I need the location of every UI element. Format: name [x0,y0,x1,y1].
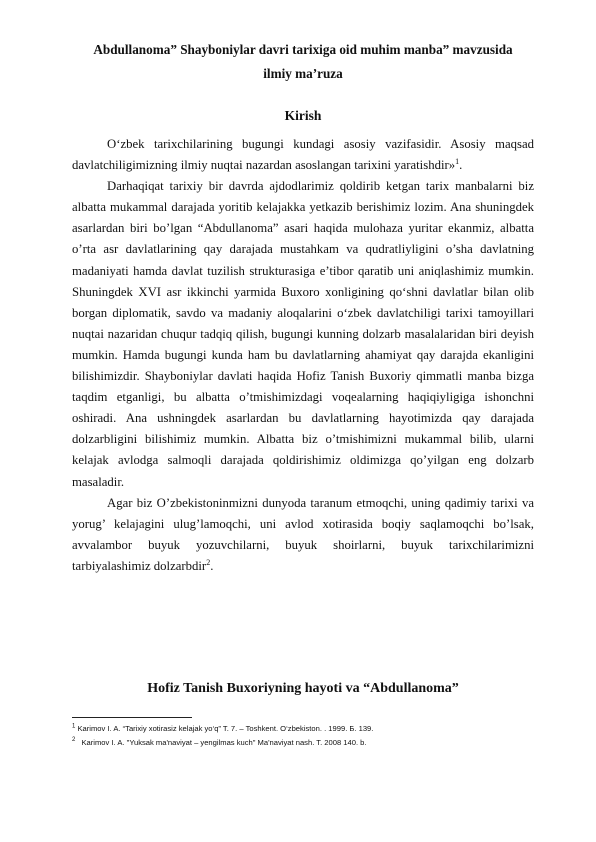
paragraph-1: O‘zbek tarixchilarining bugungi kundagi asosiy vazifasidir. Asosiy maqsad davlatchiligimizning ilmiy nuqtai nazardan asoslangan tarixini yaratishdir»$^1$. [72,137,534,173]
title-line-2: ilmiy ma’ruza [263,66,343,81]
section-heading-kirish: Kirish [284,108,322,123]
title-line-1: Abdullanoma” Shayboniylar davri tarixiga oid muhim manba” mavzusida [93,42,513,57]
footnote-ref-1[interactable]: 1 [455,156,460,166]
body-text [72,134,534,577]
document-title [72,38,534,86]
footnote-divider [72,717,192,718]
footnote-2: $^2$ Karimov I. A. "Yuksak ma'naviyat – yengilmas kuch" Ma'naviyat nash. T. 2008 140. b. [72,737,367,747]
paragraph-2: Darhaqiqat tarixiy bir davrda ajdodlarimiz qoldirib ketgan tarix manbalarni biz albatta mukammal darajada yoritib kelajakka yetkazib berishimiz lozim. Ana shuningdek asarlardan biri bo’lgan “Abdullanoma” asari haqida mulohaza yuritar ekanmiz, albatta o’rta asr davlatlarining qay darajada mustahkam va qudratliyligini o’sha davlatning madaniyati hamda davlat tuzilish strukturasiga e’tibor qaratib uni aniqlashimiz mumkin. Shuningdek XVI asr ikkinchi yarmida Buxoro xonligining qo‘shni davlatlar bilan olib borgan diplomatik, savdo va madaniy aloqalarini o‘zbek davlatchiligi tarixi tamoyillari nuqtai nazaridan chuqur tadqiq qilish, bugungi kunning dolzarb masalalaridan biri deyish mumkin. Hamda bugungi kunda ham bu davlatlarning ahamiyat qay darajda ekanligini bilishimizdir. Shayboniylar davlati haqida Hofiz Tanish Buxoriy qimmatli manba bizga taqdim etganligi, bu albatta o’tmishimizdagi voqealarning haqiqiyligiga ishonchni oshiradi. Ana ushningdek asarlardan bu davlatlarning hayotimizda qay darajada dolzarbligini bilishimiz mumkin. Albatta biz o’tmishimizni mukammal bilib, ularni kelajak avlodga salmoqli darajada qoldirishimiz oldimizga qo’yilgan eng dolzarb masaladir. [72,179,534,489]
footnotes [72,722,534,750]
section-heading-hofiz: Hofiz Tanish Buxoriyning hayoti va “Abdullanoma” [147,681,459,696]
footnote-1: $^1$ Karimov I. A. “Tarixiy xotirasiz kelajak yo‘q” T. 7. – Toshkent. O‘zbekiston. . 1999. Б. 139. [72,723,374,733]
paragraph-3: Agar biz O’zbekistoninmizni dunyoda taranum etmoqchi, uning qadimiy tarixi va yorug’ kelajagini ulug’lamoqchi, uni avlod xotirasida boqiy saqlamoqchi bo’lsak, avvalambor buyuk yozuvchilarni, buyuk shoirlarni, buyuk tarixchilarimizni tarbiyalashimiz dolzarbdir$^2$. [72,495,534,573]
footnote-ref-2[interactable]: 2 [206,557,211,567]
